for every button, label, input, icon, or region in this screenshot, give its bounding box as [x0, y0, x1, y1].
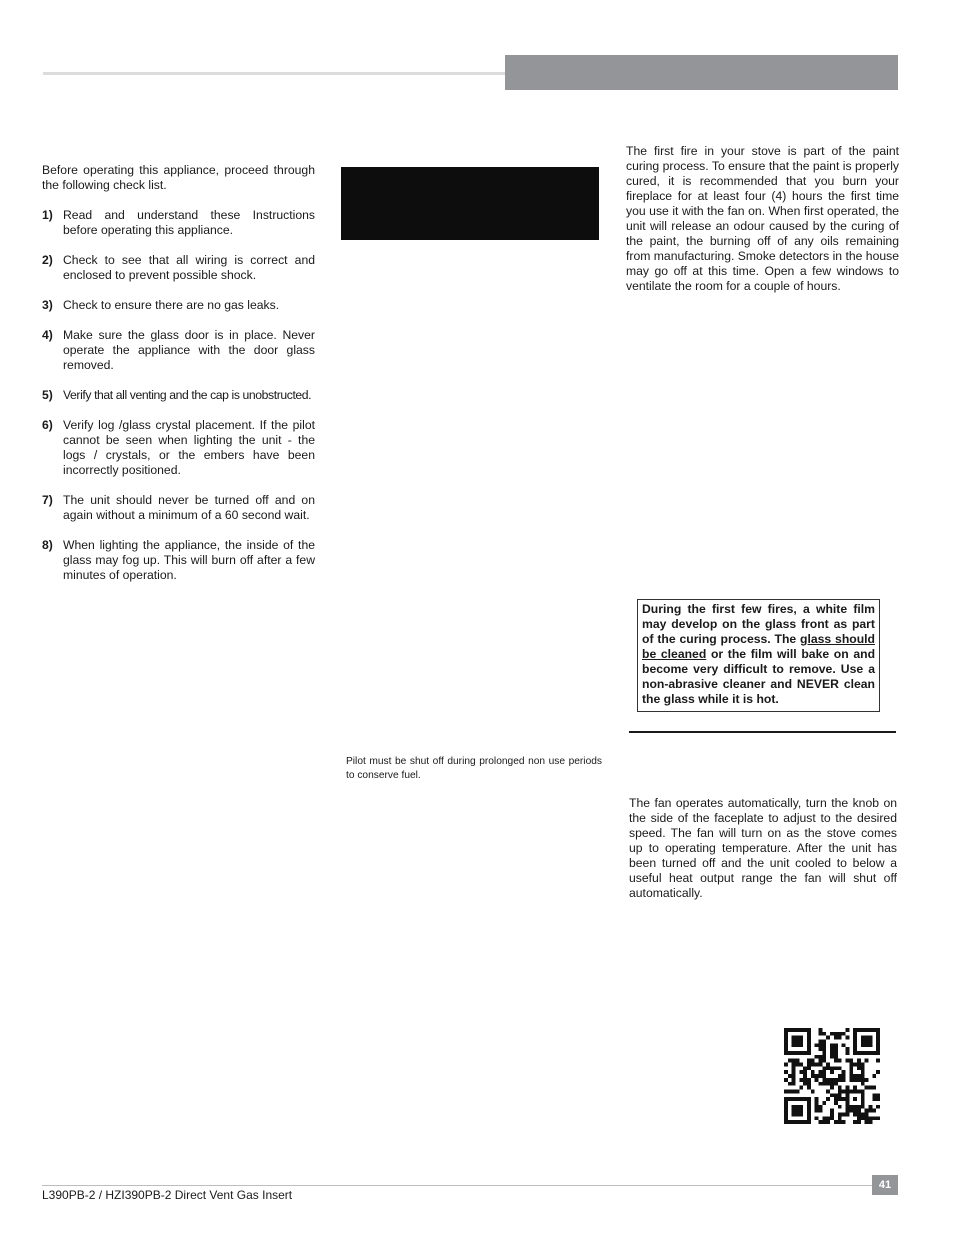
- fan-text: The fan operates automatically, turn the knob on the side of the faceplate to adjust to the desired speed. The fan will turn on as the stove comes up to operating temperature. After the unit has been turned off and the unit cooled to below a useful heat output range the fan will shut off automatically.: [629, 796, 897, 900]
- first-fire-text: The first fire in your stove is part of the paint curing process. To ensure that the paint is properly cured, it is recommended that you burn your fireplace for at least four (4) hours the first time you use it with the fan on. When first operated, the unit will release an odour caused by the curing of the paint, the burning off of any oils remaining from manufacturing. Smoke detectors in the house may go off at this time. Open a few windows to ventilate the room for a couple of hours.: [626, 144, 900, 293]
- checklist-item: 3) Check to ensure there are no gas leaks.: [42, 298, 280, 312]
- checklist-item: 7) The unit should never be turned off and on again without a minimum of a 60 second wait.: [42, 493, 315, 522]
- intro-text: Before operating this appliance, proceed through the following check list.: [42, 163, 315, 192]
- qr-code-icon[interactable]: [784, 1028, 880, 1124]
- page-number: 41: [872, 1175, 898, 1195]
- checklist-section: [42, 163, 315, 598]
- checklist: [42, 208, 315, 583]
- pilot-note: Pilot must be shut off during prolonged non use periods to conserve fuel.: [346, 756, 602, 781]
- checklist-item: 5) Verify that all venting and the cap is unobstructed.: [42, 388, 312, 402]
- glass-warning-box: During the first few fires, a white film may develop on the glass front as part of the curing process. The glass should be cleaned or the film will bake on and become very difficult to remove. Use a non-abrasive cleaner and NEVER clean the glass while it is hot.: [637, 599, 880, 712]
- header-rule: [43, 72, 505, 75]
- checklist-item: 4) Make sure the glass door is in place. Never operate the appliance with the door glass removed.: [42, 328, 315, 372]
- checklist-item: 6) Verify log /glass crystal placement. If the pilot cannot be seen when lighting the unit - the logs / crystals, or the embers have been incorrectly positioned.: [42, 418, 315, 477]
- checklist-item: 8) When lighting the appliance, the inside of the glass may fog up. This will burn off after a few minutes of operation.: [42, 538, 315, 582]
- section-divider: [629, 731, 896, 733]
- footer-model: L390PB-2 / HZI390PB-2 Direct Vent Gas Insert: [42, 1188, 293, 1202]
- black-banner: [341, 167, 599, 240]
- checklist-item: 1) Read and understand these Instructions before operating this appliance.: [42, 208, 315, 237]
- header-bar: [505, 55, 898, 90]
- checklist-item: 2) Check to see that all wiring is correct and enclosed to prevent possible shock.: [42, 253, 315, 282]
- footer-rule: [42, 1185, 872, 1186]
